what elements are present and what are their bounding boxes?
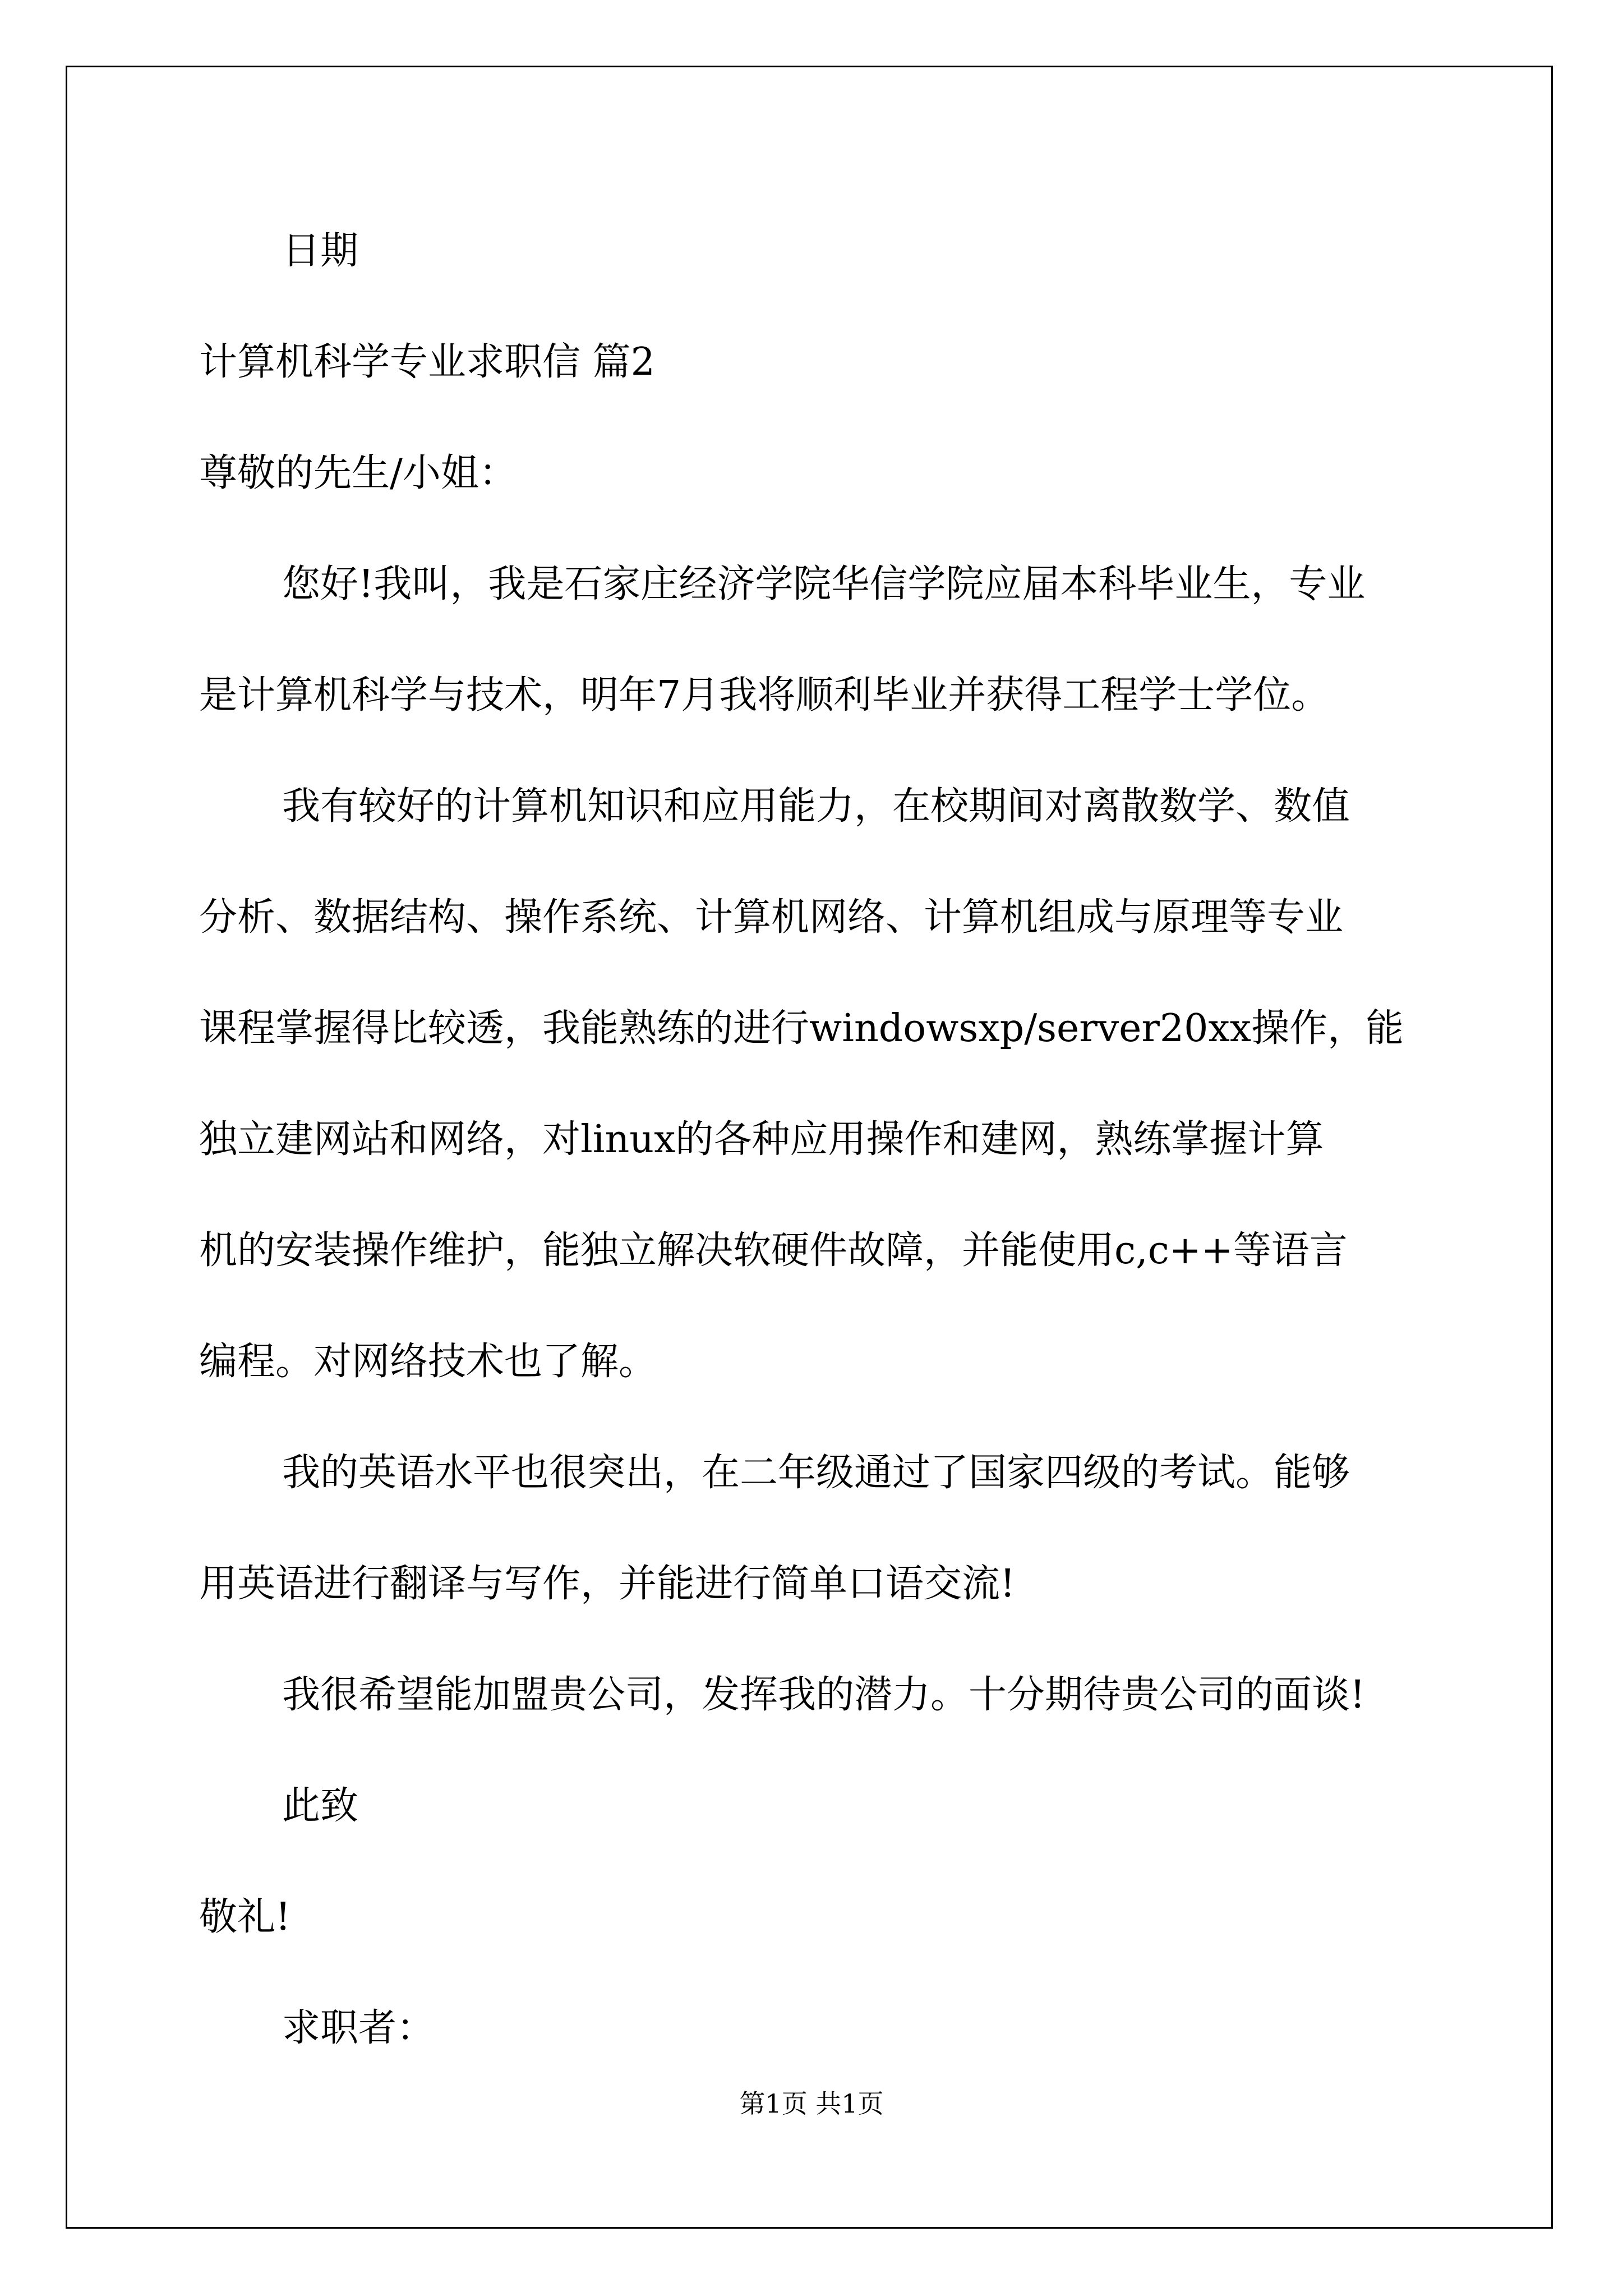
- paragraph-line: 我很希望能加盟贵公司，发挥我的潜力。十分期待贵公司的面谈!: [282, 1673, 1366, 1717]
- paragraph-line: 您好!我叫，我是石家庄经济学院华信学院应届本科毕业生，专业: [282, 562, 1366, 606]
- date-label: 日期: [282, 229, 359, 273]
- paragraph-line: 我的英语水平也很突出，在二年级通过了国家四级的考试。能够: [282, 1451, 1350, 1495]
- paragraph-line: 编程。对网络技术也了解。: [199, 1340, 657, 1384]
- paragraph-line: 课程掌握得比较透，我能熟练的进行windowsxp/server20xx操作，能: [199, 1006, 1404, 1051]
- paragraph-line: 机的安装操作维护，能独立解决软硬件故障，并能使用c,c++等语言: [199, 1228, 1348, 1273]
- paragraph-line: 用英语进行翻译与写作，并能进行简单口语交流!: [199, 1562, 1016, 1606]
- closing-line: 敬礼!: [199, 1895, 291, 1939]
- closing-line: 此致: [282, 1784, 359, 1828]
- paragraph-line: 是计算机科学与技术，明年7月我将顺利毕业并获得工程学士学位。: [199, 673, 1330, 717]
- salutation: 尊敬的先生/小姐：: [199, 451, 517, 495]
- section-title: 计算机科学专业求职信 篇2: [199, 340, 655, 384]
- page-indicator: 第1页 共1页: [739, 2088, 884, 2119]
- paragraph-line: 分析、数据结构、操作系统、计算机网络、计算机组成与原理等专业: [199, 895, 1344, 940]
- paragraph-line: 我有较好的计算机知识和应用能力，在校期间对离散数学、数值: [282, 784, 1350, 829]
- paragraph-line: 独立建网站和网络，对linux的各种应用操作和建网，熟练掌握计算: [199, 1117, 1324, 1162]
- signature-label: 求职者：: [282, 2006, 435, 2050]
